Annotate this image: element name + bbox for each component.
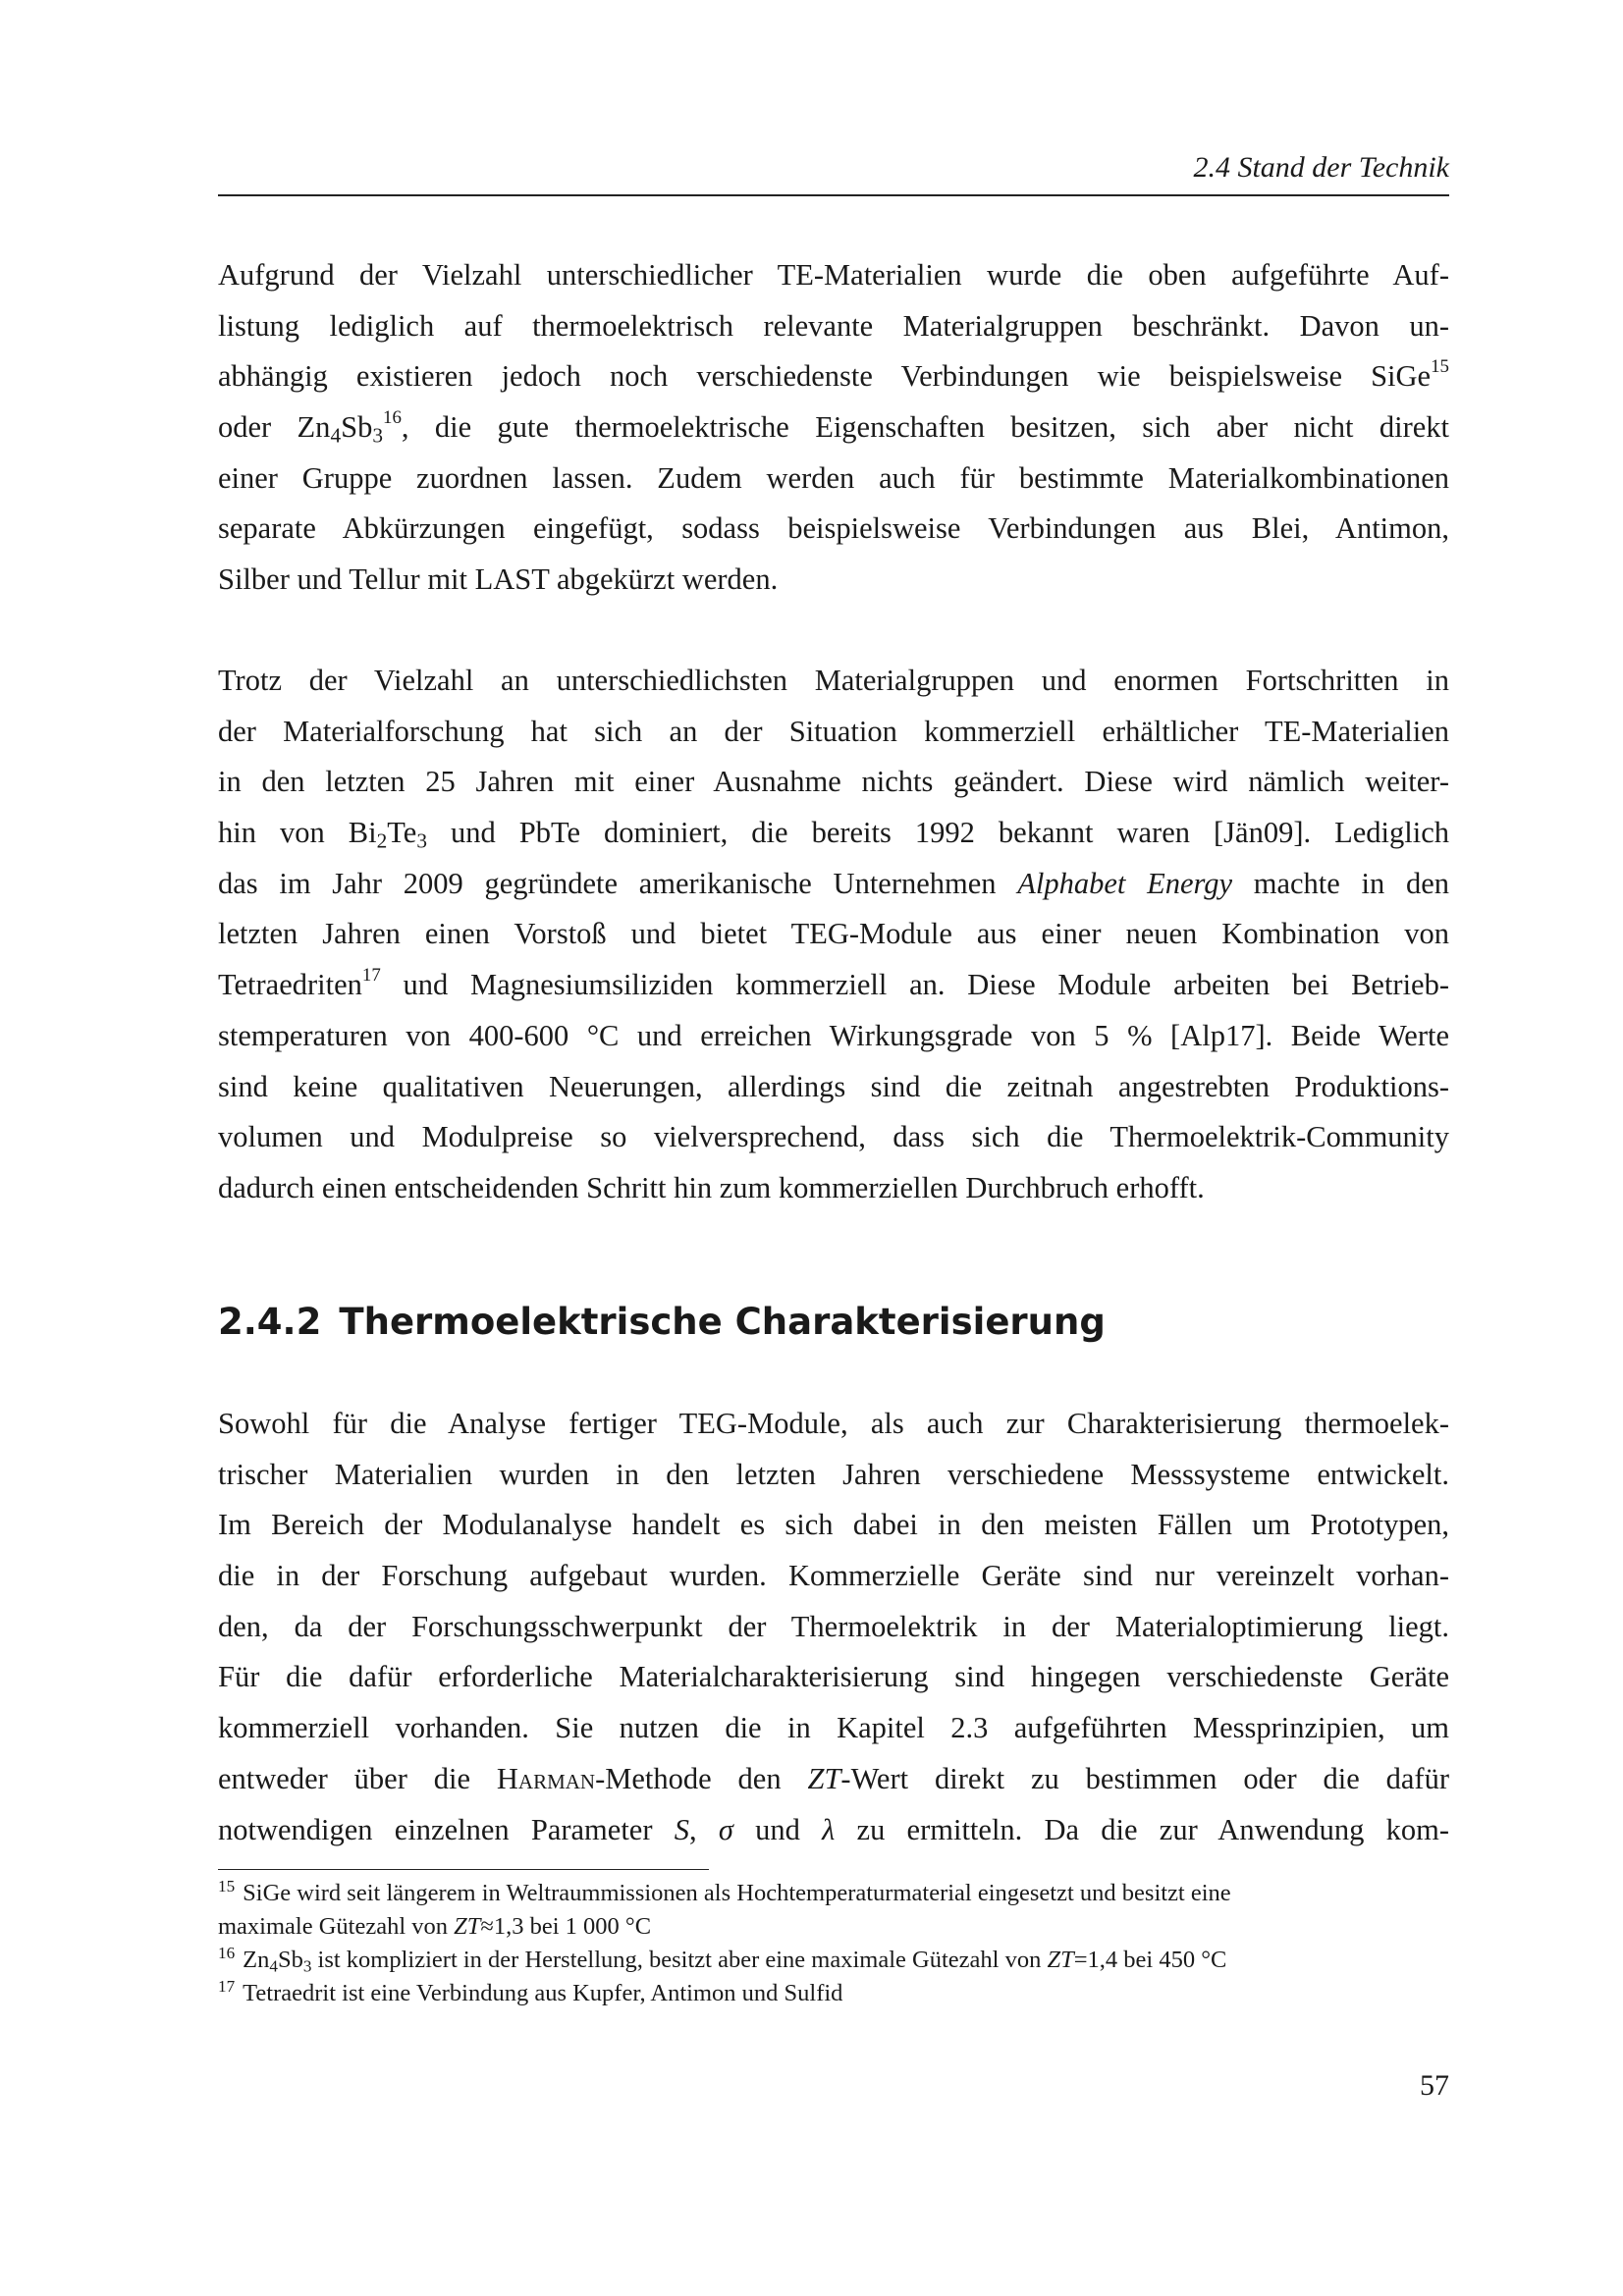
running-title: 2.4 Stand der Technik [1193,151,1449,184]
footnote-16: $^{16}$ $Zn_4Sb_3$ ist kompliziert in der Herstellung, besitzt aber eine maximale Gütezahl von ZT=1,4 bei 450 °C [218,1943,1227,1976]
text-line: Trotz der Vielzahl an unterschiedlichsten Materialgruppen und enormen Fortschritten in [218,664,1449,697]
section-title: Thermoelektrische Charakterisierung [339,1301,1106,1343]
text-line: stemperaturen von 400-600 °C und erreichen Wirkungsgrade von 5 % [Alp17]. Beide Werte [218,1018,1449,1052]
text-line: der Materialforschung hat sich an der Situation kommerziell erhältlicher TE-Materialien [218,714,1449,748]
text-line: entweder über die Harman-Methode den ZT-Wert direkt zu bestimmen oder die dafür [218,1761,1449,1795]
text-line: Im Bereich der Modulanalyse handelt es sich dabei in den meisten Fällen um Prototypen, [218,1508,1449,1542]
text-line: das im Jahr 2009 gegründete amerikanische Unternehmen Alphabet Energy machte in den [218,866,1449,900]
running-header [218,147,1449,196]
text-line: separate Abkürzungen eingefügt, sodass beispielsweise Verbindungen aus Blei, Antimon, [218,511,1449,546]
text-line: einer Gruppe zuordnen lassen. Zudem werden auch für bestimmte Materialkombinationen [218,460,1449,495]
text-line: Sowohl für die Analyse fertiger TEG-Module, als auch zur Charakterisierung thermoelek- [218,1407,1449,1440]
footnote-15-continued: maximale Gütezahl von ZT≈1,3 bei 1 000 °C [218,1913,652,1940]
text-line: Tetraedriten$^{17}$ und Magnesiumsiliziden kommerziell an. Diese Module arbeiten bei Betrieb- [218,964,1449,1002]
text-line: in den letzten 25 Jahren mit einer Ausnahme nichts geändert. Diese wird nämlich weiter- [218,765,1449,799]
footnote-ref-16[interactable]: 16 [383,406,402,428]
footnote-15: $^{15}$ SiGe wird seit längerem in Weltraummissionen als Hochtemperaturmaterial eingesetzt und besitzt eine [218,1876,1231,1906]
footnotes [218,1877,1449,2010]
text-line: abhängig existieren jedoch noch verschiedenste Verbindungen wie beispielsweise SiGe$^{15}$ [218,356,1449,394]
paragraph-commercial-materials [218,656,1449,1214]
paragraph-characterization [218,1399,1449,1855]
text-line: notwendigen einzelnen Parameter S, σ und λ zu ermitteln. Da die zur Anwendung kom- [218,1812,1449,1846]
text-line: sind keine qualitativen Neuerungen, allerdings sind die zeitnah angestrebten Produktions- [218,1069,1449,1103]
text-line: letzten Jahren einen Vorstoß und bietet TEG-Module aus einer neuen Kombination von [218,917,1449,951]
footnote-divider [218,1869,709,1870]
text-line: listung lediglich auf thermoelektrisch relevante Materialgruppen beschränkt. Davon un- [218,308,1449,343]
text-line: Silber und Tellur mit LAST abgekürzt werden. [218,562,779,597]
footnote-ref-17[interactable]: 17 [361,964,381,986]
footnote-ref-15[interactable]: 15 [1431,356,1449,378]
page-number: 57 [1420,2069,1449,2102]
text-line: trischer Materialien wurden in den letzten Jahren verschiedene Messsysteme entwickelt. [218,1457,1449,1491]
harman-name: Harman [496,1761,596,1795]
section-heading [218,1299,1106,1346]
text-line: hin von $Bi_2Te_3$ und PbTe dominiert, die bereits 1992 bekannt waren [Jän09]. Lediglich [218,816,1449,853]
section-number: 2.4.2 [218,1301,322,1343]
text-line: die in der Forschung aufgebaut wurden. Kommerzielle Geräte sind nur vereinzelt vorhan- [218,1559,1449,1593]
text-line: den, da der Forschungsschwerpunkt der Thermoelektrik in der Materialoptimierung liegt. [218,1609,1449,1643]
paragraph-te-materials [218,250,1449,606]
text-line: oder $Zn_4Sb_3^{16}$, die gute thermoelektrische Eigenschaften besitzen, sich aber nicht direkt [218,406,1450,448]
text-line: dadurch einen entscheidenden Schritt hin zum kommerziellen Durchbruch erhofft. [218,1170,1205,1204]
text-line: volumen und Modulpreise so vielversprechend, dass sich die Thermoelektrik-Community [218,1120,1449,1154]
text-line: kommerziell vorhanden. Sie nutzen die in Kapitel 2.3 aufgeführten Messprinzipien, um [218,1711,1449,1745]
footnote-17: $^{17}$ Tetraedrit ist eine Verbindung aus Kupfer, Antimon und Sulfid [218,1976,843,2006]
text-line: Aufgrund der Vielzahl unterschiedlicher TE-Materialien wurde die oben aufgeführte Auf- [218,258,1449,292]
text-line: Für die dafür erforderliche Materialcharakterisierung sind hingegen verschiedenste Geräte [218,1660,1449,1694]
company-name: Alphabet Energy [1017,866,1233,900]
